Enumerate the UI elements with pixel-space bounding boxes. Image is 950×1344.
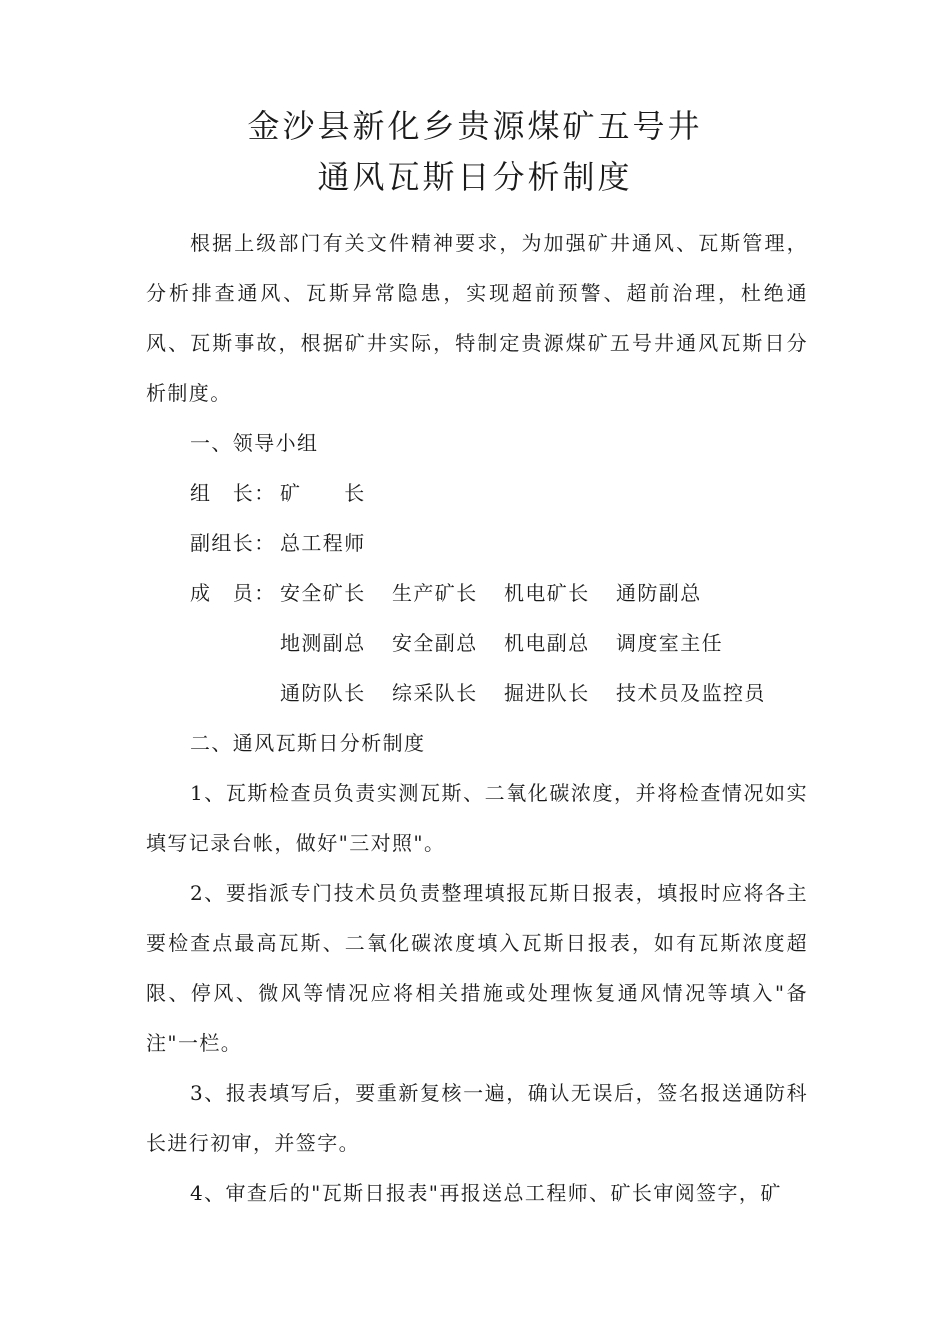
rule-item-1: 1、瓦斯检查员负责实测瓦斯、二氧化碳浓度，并将检查情况如实填写记录台帐，做好"三对照"。 bbox=[146, 781, 808, 855]
member-item: 调度室主任 bbox=[616, 631, 723, 655]
member-item: 地测副总 bbox=[280, 631, 366, 655]
member-item: 通防副总 bbox=[616, 581, 702, 605]
member-item: 安全矿长 bbox=[280, 581, 366, 605]
members-row bbox=[146, 668, 808, 718]
deputy-leader-label: 副组长： bbox=[190, 531, 276, 555]
deputy-leader-line bbox=[146, 518, 808, 568]
document-body bbox=[146, 218, 808, 1218]
members-row bbox=[146, 568, 808, 618]
members-label: 成 员： bbox=[190, 581, 276, 605]
leader-line bbox=[146, 468, 808, 518]
member-item: 安全副总 bbox=[392, 631, 478, 655]
section-2-heading: 二、通风瓦斯日分析制度 bbox=[190, 731, 426, 755]
rule-item-2: 2、要指派专门技术员负责整理填报瓦斯日报表，填报时应将各主要检查点最高瓦斯、二氧化碳浓度填入瓦斯日报表，如有瓦斯浓度超限、停风、微风等情况应将相关措施或处理恢复通风情况等填入"备注"一栏。 bbox=[146, 881, 808, 1055]
rule-item-4: 4、审查后的"瓦斯日报表"再报送总工程师、矿长审阅签字，矿 bbox=[190, 1181, 782, 1205]
member-item: 生产矿长 bbox=[392, 581, 478, 605]
member-item: 掘进队长 bbox=[504, 681, 590, 705]
member-item: 通防队长 bbox=[280, 681, 366, 705]
members-row bbox=[146, 618, 808, 668]
section-1-heading: 一、领导小组 bbox=[190, 431, 319, 455]
document-title-line-1: 金沙县新化乡贵源煤矿五号井 bbox=[247, 107, 703, 145]
intro-paragraph: 根据上级部门有关文件精神要求，为加强矿井通风、瓦斯管理，分析排查通风、瓦斯异常隐患，实现超前预警、超前治理，杜绝通风、瓦斯事故，根据矿井实际，特制定贵源煤矿五号井通风瓦斯日分析制度。 bbox=[146, 231, 808, 405]
rule-item-3: 3、报表填写后，要重新复核一遍，确认无误后，签名报送通防科长进行初审，并签字。 bbox=[146, 1081, 808, 1155]
member-item: 综采队长 bbox=[392, 681, 478, 705]
leader-label: 组 长： bbox=[190, 481, 276, 505]
member-item: 机电矿长 bbox=[504, 581, 590, 605]
member-item: 技术员及监控员 bbox=[616, 681, 766, 705]
document-title-line-2: 通风瓦斯日分析制度 bbox=[317, 158, 633, 196]
deputy-leader-value: 总工程师 bbox=[280, 531, 366, 555]
leader-value: 矿 长 bbox=[280, 481, 366, 505]
member-item: 机电副总 bbox=[504, 631, 590, 655]
members-list bbox=[146, 568, 808, 718]
